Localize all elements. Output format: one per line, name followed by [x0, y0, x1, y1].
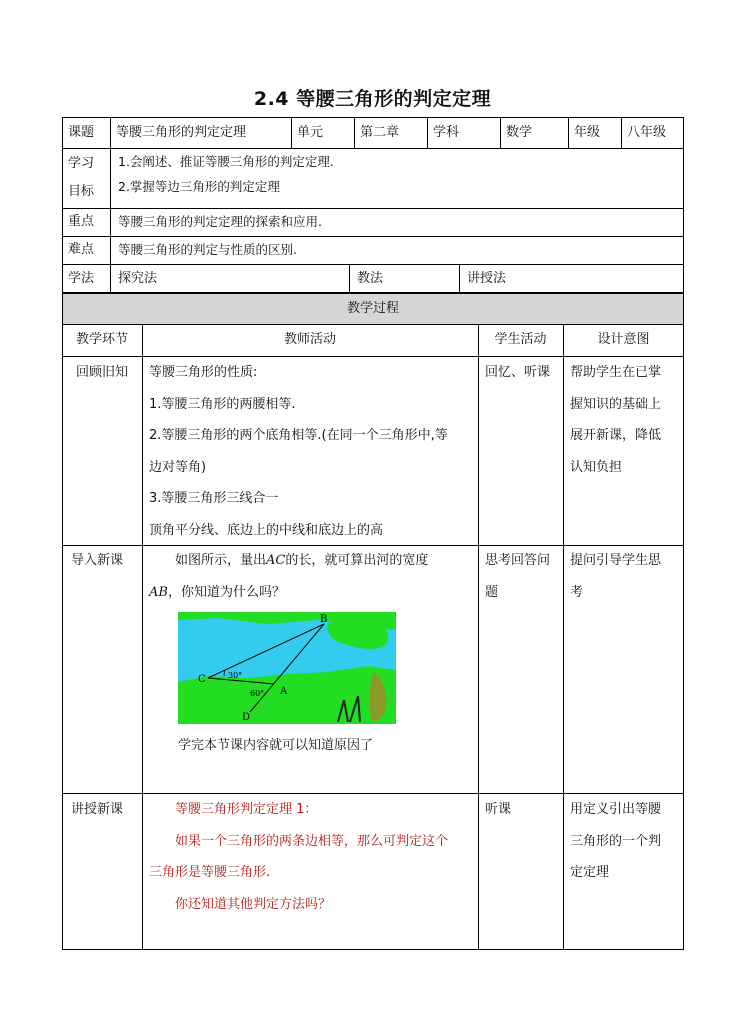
row1-student-line: 回忆、听课: [485, 365, 551, 380]
label-b: B: [320, 614, 328, 625]
row3-intent-line: 定定理: [570, 865, 610, 880]
row1-teacher-line: 边对等角): [149, 459, 207, 475]
var-ac: AC: [266, 553, 286, 568]
process-header: 教学过程: [346, 301, 399, 316]
goals-item-1: 1.会阐述、推证等腰三角形的判定定理.: [118, 154, 334, 169]
var-ab: AB: [149, 584, 168, 600]
row2-text-b: 的长，就可算出河的宽度: [285, 553, 429, 568]
theorem-title: 等腰三角形判定定理 1：: [175, 802, 318, 817]
course-label: 课题: [68, 125, 95, 140]
label-angle-a: 60°: [250, 689, 265, 698]
row2-teacher-after: [178, 730, 468, 762]
row2-text-a: 如图所示，量出: [175, 553, 267, 568]
theorem-question: 你还知道其他判定方法吗？: [175, 896, 332, 912]
row1-student: [485, 357, 561, 389]
theorem-text-1: 如果一个三角形的两条边相等，那么可判定这个: [175, 833, 449, 849]
unit-label: 单元: [297, 125, 324, 140]
subject-label: 学科: [433, 125, 460, 140]
label-d: D: [242, 712, 251, 723]
goals-label-2: 目标: [68, 184, 95, 199]
key-point-label: 重点: [68, 214, 95, 229]
row2-student-line: 思考回答问: [485, 553, 551, 568]
grade-value: 八年级: [627, 125, 667, 140]
course-value: 等腰三角形的判定定理: [116, 125, 247, 140]
col-header-stage: 教学环节: [75, 332, 128, 347]
row3-intent-line: 用定义引出等腰: [570, 802, 662, 817]
row1-teacher-line: 2.等腰三角形的两个底角相等.(在同一个三角形中,等: [149, 428, 448, 443]
row2-intent: [570, 545, 682, 608]
row2-teacher-line1: [149, 545, 475, 577]
subject-value: 数学: [506, 125, 533, 140]
river-figure: [178, 612, 396, 724]
row2-intent-line: 提问引导学生思: [570, 553, 662, 568]
row1-teacher-line: 3.等腰三角形三线合一: [149, 491, 279, 506]
study-method-label: 学法: [68, 271, 95, 286]
difficulty-value: 等腰三角形的判定与性质的区别.: [118, 242, 297, 257]
row1-intent-line: 展开新课，降低: [570, 428, 662, 443]
col-header-intent: 设计意图: [597, 332, 650, 347]
teach-method-value: 讲授法: [467, 271, 507, 286]
row3-teacher-line: [149, 826, 475, 858]
row1-intent-line: 握知识的基础上: [570, 396, 662, 412]
row3-teacher-line: [149, 857, 475, 889]
row3-teacher-line: [149, 794, 475, 826]
row2-teacher-line2: [149, 577, 475, 609]
row1-stage: 回顾旧知: [76, 365, 129, 380]
goals-item-2: 2.掌握等边三角形的判定定理: [118, 179, 280, 194]
row3-teacher-line: [149, 889, 475, 921]
row1-intent: [570, 357, 682, 483]
grade-label: 年级: [574, 125, 601, 140]
difficulty-label: 难点: [68, 242, 95, 257]
label-angle-c: 30°: [228, 671, 243, 680]
row1-teacher-line: 等腰三角形的性质:: [149, 365, 258, 380]
row2-stage: 导入新课: [71, 553, 124, 568]
row3-student-line: 听课: [485, 802, 512, 817]
row1-teacher: [149, 357, 475, 546]
unit-value: 第二章: [360, 125, 400, 140]
row2-teacher: [149, 545, 475, 608]
row3-teacher: [149, 794, 475, 920]
row2-student: [485, 545, 561, 608]
row2-teacher-after-line: 学完本节课内容就可以知道原因了: [178, 738, 374, 753]
theorem-text-2: 三角形是等腰三角形.: [149, 865, 271, 880]
row1-intent-line: 认知负担: [570, 459, 623, 475]
row3-student: [485, 794, 561, 826]
col-header-teacher: 教师活动: [283, 332, 336, 347]
row1-teacher-line: 1.等腰三角形的两腰相等.: [149, 396, 296, 412]
row1-teacher-line: 顶角平分线、底边上的中线和底边上的高: [149, 522, 384, 538]
row1-intent-line: 帮助学生在已掌: [570, 365, 662, 380]
row2-student-line: 题: [485, 584, 499, 600]
label-c: C: [198, 674, 206, 685]
row3-intent: [570, 794, 682, 889]
study-method-value: 探究法: [118, 271, 158, 286]
key-point-value: 等腰三角形的判定定理的探索和应用.: [118, 214, 322, 229]
row3-intent-line: 三角形的一个判: [570, 833, 662, 849]
label-a: A: [280, 686, 288, 697]
row2-text-c: ，你知道为什么吗？: [167, 584, 285, 600]
goals-label-1: 学习: [68, 156, 95, 171]
row3-stage: 讲授新课: [71, 802, 124, 817]
row2-intent-line: 考: [570, 584, 584, 600]
teach-method-label: 教法: [357, 271, 384, 286]
page-title: 2.4 等腰三角形的判定定理: [253, 88, 492, 110]
col-header-student: 学生活动: [494, 332, 547, 347]
